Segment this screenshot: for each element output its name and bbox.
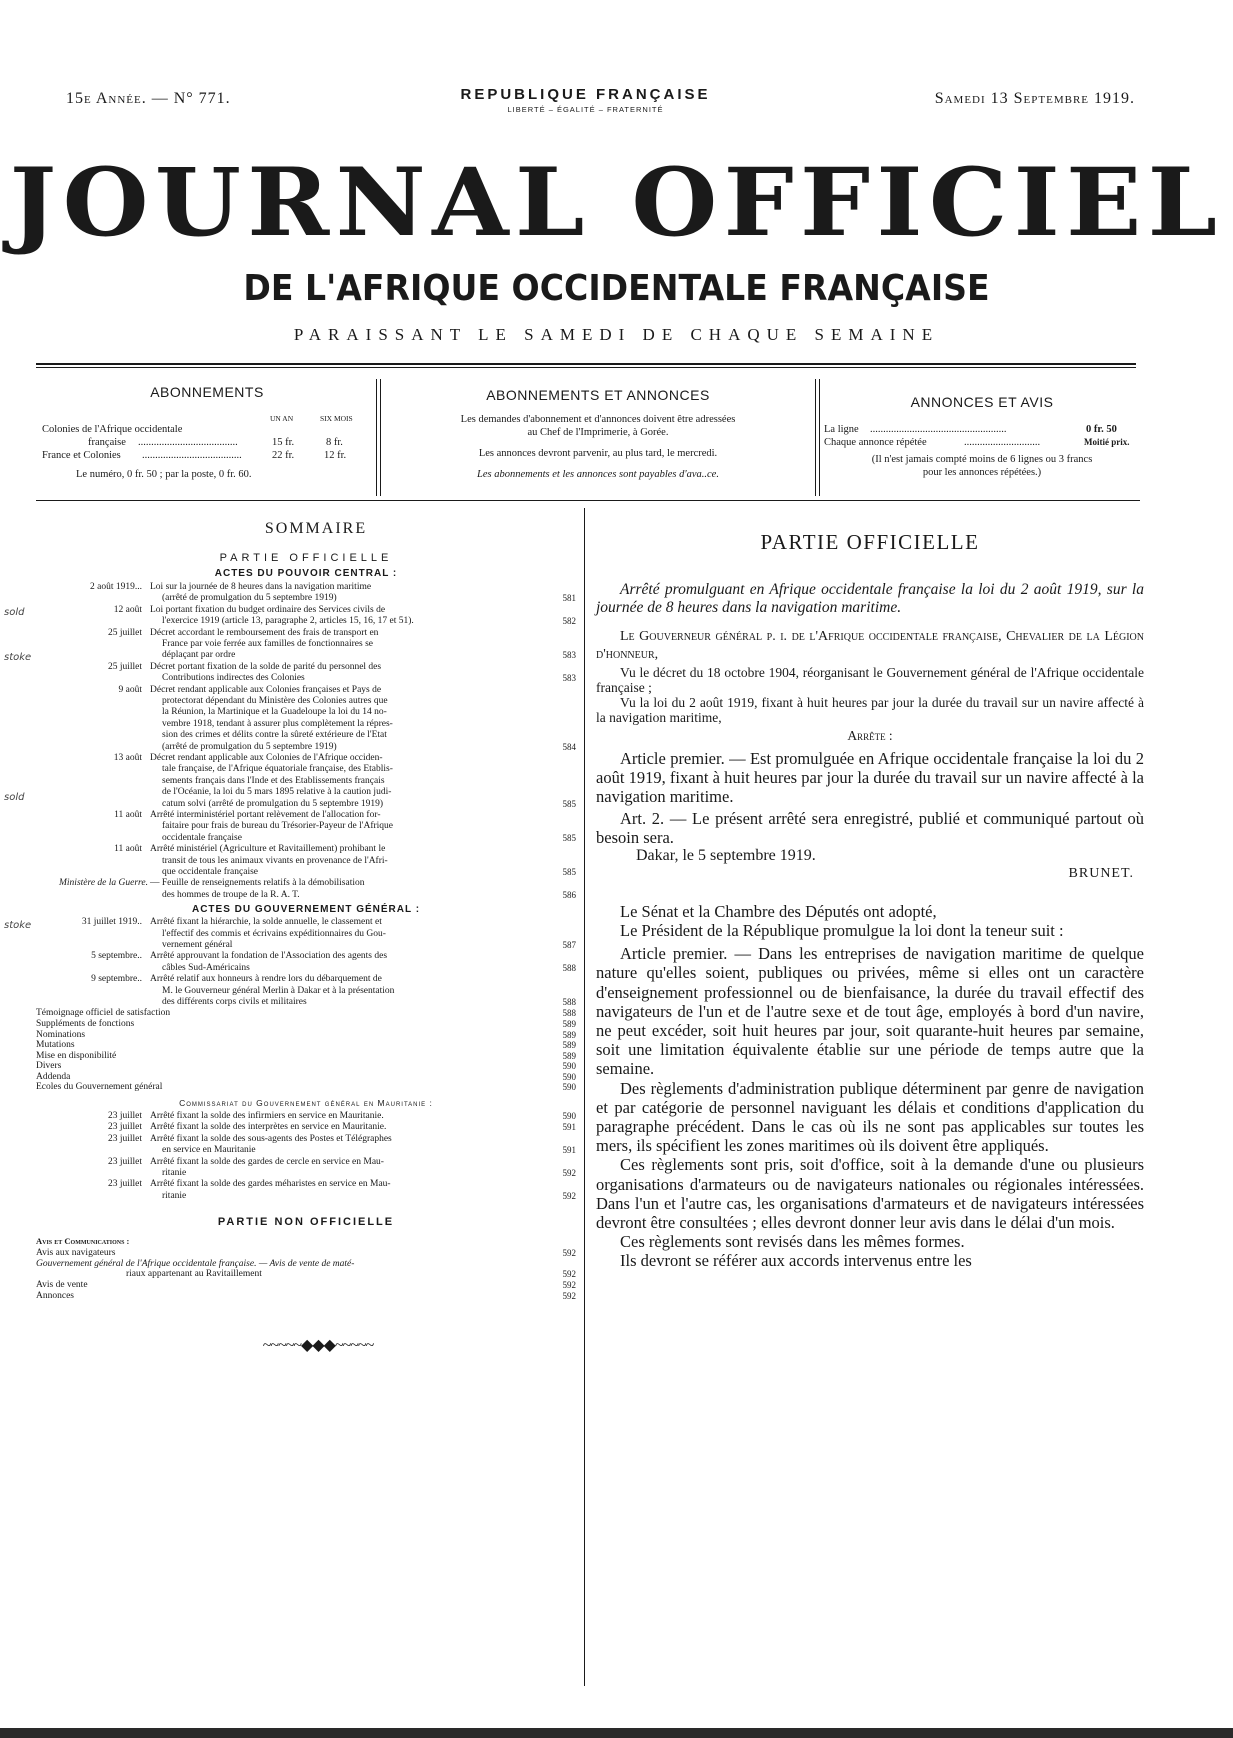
notice-note: pour les annonces répétées.) <box>922 467 1042 478</box>
toc-entry-text: des hommes de troupe de la R. A. T. <box>162 889 300 900</box>
leader-dots: ...................................... <box>142 450 242 461</box>
toc-entry-text: Mutations <box>36 1040 75 1051</box>
leader-dots: ............................. <box>964 437 1041 448</box>
vu-law: Vu la loi du 2 août 1919, fixant à huit heures par jour la durée du travail sur un navire affecté à la navigation maritime, <box>596 695 1144 726</box>
price-six: 8 fr. <box>326 437 343 448</box>
toc-entry-text: câbles Sud-Américains <box>162 962 250 973</box>
leader-dots: .................................................... <box>870 424 1007 435</box>
law-preamble-2: Le Président de la République promulgue la loi dont la teneur suit : <box>620 921 1064 941</box>
toc-entry-date: 12 août <box>113 604 142 615</box>
sub-announce-line: Les demandes d'abonnement et d'annonces doivent être adressées <box>460 414 736 425</box>
law-paragraph: Des règlements d'administration publique déterminent par genre de navigation et par catégorie de personnel naviguant les délais et conditions d'application du paragraphe précédent. Dans le cas où ils ne sont pas applicables sur toutes les mers, ils spécifient les zones maritimes où ils doivent être appliqués. <box>596 1078 1144 1156</box>
toc-entry-text: des différents corps civils et militaires <box>162 996 307 1007</box>
toc-entry-page: 582 <box>562 616 576 627</box>
toc-entry-text: Arrêté fixant la solde des interprètes en service en Mauritanie. <box>150 1122 387 1133</box>
toc-entry-text: Contributions indirectes des Colonies <box>162 673 305 684</box>
toc-entry-text: Arrêté approuvant la fondation de l'Association des agents des <box>150 951 388 962</box>
toc-entry <box>36 628 576 662</box>
toc-entry-page: 590 <box>562 1082 576 1093</box>
toc-entry-page: 583 <box>562 673 576 684</box>
vu-decree: Vu le décret du 18 octobre 1904, réorganisant le Gouvernement général de l'Afrique occidentale française ; <box>596 665 1144 696</box>
toc-entry-text: déplaçant par ordre <box>162 650 236 661</box>
toc-entry-page: 581 <box>562 593 576 604</box>
toc-entry <box>36 844 576 878</box>
toc-entry-page: 590 <box>562 1071 576 1082</box>
place-date: Dakar, le 5 septembre 1919. <box>636 846 816 864</box>
general-heading: ACTES DU GOUVERNEMENT GÉNÉRAL : <box>191 904 421 916</box>
mauritanie-heading: Commissariat du Gouvernement général en Mauritanie : <box>179 1098 433 1109</box>
official-column <box>596 530 1144 1271</box>
toc-entry-text: Arrêté fixant la hiérarchie, la solde annuelle, le classement et <box>150 917 382 928</box>
toc-entry-text: ritanie <box>162 1190 187 1201</box>
law-paragraph: Ces règlements sont pris, soit d'office, soit à la demande d'une ou plusieurs organisations d'armateurs ou de navigateurs nationales ou régionales intéressées. Dans l'un et l'autre cas, les organisations d'armateurs et de navigateurs intéressées devront être consultées ; elles devront donner leur avis dans le délai d'un mois. <box>596 1155 1144 1232</box>
subscription-row-france <box>42 450 372 463</box>
toc-entry-text: Avis aux navigateurs <box>36 1248 116 1259</box>
box-divider <box>376 379 377 496</box>
toc-entry <box>36 753 576 810</box>
toc-entry-text: — Feuille de renseignements relatifs à la démobilisation <box>150 878 365 889</box>
toc-entry-text: protectorat dépendant du Ministère des Colonies autres que <box>162 695 388 706</box>
part-official-heading: PARTIE OFFICIELLE <box>219 552 393 564</box>
mauritanie-list <box>36 1111 576 1202</box>
notice-price-repeat <box>824 437 1140 450</box>
toc-entry <box>36 1157 576 1180</box>
law-paragraph: Ils devront se référer aux accords intervenus entre les <box>620 1251 972 1271</box>
row-label: Chaque annonce répétée <box>824 437 927 448</box>
journal-title: JOURNAL OFFICIEL <box>9 148 1224 258</box>
toc-entry <box>36 605 576 628</box>
avis-list <box>36 1248 576 1301</box>
toc-entry-date: 31 juillet 1919.. <box>81 917 142 928</box>
toc-entry <box>36 1134 576 1157</box>
toc-entry-page: 589 <box>562 1050 576 1061</box>
toc-entry-date: 23 juillet <box>107 1111 142 1122</box>
toc-entry-text: tale française, de l'Afrique équatoriale française, des Etablis- <box>162 764 393 775</box>
sub-announce-box <box>386 380 810 481</box>
toc-entry-text: Décret portant fixation de la solde de parité du personnel des <box>150 661 382 672</box>
toc-entry <box>36 1291 576 1302</box>
central-acts-list <box>36 582 576 901</box>
box-divider <box>815 379 816 496</box>
toc-entry-date: 9 août <box>118 684 142 695</box>
single-issue-price: Le numéro, 0 fr. 50 ; par la poste, 0 fr. 60. <box>76 469 252 480</box>
toc-entry-page: 592 <box>562 1280 576 1291</box>
general-acts-list <box>36 917 576 1008</box>
toc-entry <box>36 662 576 685</box>
row-label: France et Colonies <box>42 450 121 461</box>
toc-entry-text: l'effectif des commis et écrivains expéditionnaires du Gou- <box>162 928 386 939</box>
toc-entry-text: catum solvi (arrêté de promulgation du 5 septembre 1919) <box>162 798 384 809</box>
toc-entry-text: Ecoles du Gouvernement général <box>36 1082 163 1093</box>
toc-entry <box>36 1259 576 1280</box>
toc-entry <box>36 1122 576 1133</box>
part-nonofficial-heading: PARTIE NON OFFICIELLE <box>217 1216 395 1229</box>
toc-entry-text: Annonces <box>36 1290 74 1301</box>
toc-entry-page: 585 <box>562 832 576 843</box>
toc-entry-page: 592 <box>562 1248 576 1259</box>
column-divider <box>584 508 585 1686</box>
central-heading: ACTES DU POUVOIR CENTRAL : <box>214 568 398 579</box>
notices-box <box>824 380 1140 479</box>
sub-announce-heading: ABONNEMENTS ET ANNONCES <box>486 387 710 403</box>
handwritten-note: stoke <box>4 920 32 931</box>
toc-entry-text: Addenda <box>36 1071 71 1082</box>
toc-entry <box>36 582 576 605</box>
toc-entry-page: 590 <box>562 1111 576 1122</box>
toc-entry-date: 5 septembre.. <box>91 951 142 962</box>
toc-entry-text: Arrêté fixant la solde des infirmiers en service en Mauritanie. <box>150 1111 384 1122</box>
toc-entry-date: 13 août <box>113 752 142 763</box>
toc-entry-date: Ministère de la Guerre. <box>59 878 148 889</box>
notice-note: (Il n'est jamais compté moins de 6 lignes ou 3 francs <box>871 454 1093 465</box>
toc-entry-text: la Réunion, la Martinique et la Guadeloupe la loi du 14 no- <box>162 707 387 718</box>
col-year: UN AN <box>270 414 294 423</box>
toc-entry-text: (arrêté de promulgation du 5 septembre 1919) <box>162 741 337 752</box>
toc-entry-text: de l'Océanie, la loi du 5 mars 1895 relative à la caution judi- <box>162 787 392 798</box>
toc-entry-text: riaux appartenant au Ravitaillement <box>126 1269 262 1280</box>
toc-entry-text: transit de tous les animaux vivants en provenance de l'Afri- <box>162 855 388 866</box>
toc-entry-page: 588 <box>562 1008 576 1019</box>
toc-entry <box>36 1072 576 1083</box>
governor-line: Le Gouverneur général p. i. de l'Afrique occidentale française, Chevalier de la Légion d'honneur, <box>596 629 1144 662</box>
sommaire-column <box>36 520 576 1355</box>
price-year: 22 fr. <box>272 450 295 461</box>
toc-entry <box>36 1030 576 1041</box>
republic-label: REPUBLIQUE FRANÇAISE <box>460 86 711 103</box>
subscriptions-box <box>42 380 372 482</box>
toc-entry-text: Arrêté ministériel (Agriculture et Ravitaillement) prohibant le <box>150 844 386 855</box>
law-article-1: Article premier. — Dans les entreprises de navigation maritime de quelque nature qu'elles soient, publiques ou privées, même si elles ont un caractère d'enseignement professionnel ou de bienfaisance, la durée du travail effectif des navigateurs de l'un et de l'autre sexe et de tout âge, employés à bord d'un navire, ne peut excéder, soit huit heures par jour, soit quarante-huit heures par semaine, soit une limitation équivalente établie sur une période de temps autre que la semaine. <box>596 944 1144 1079</box>
toc-entry <box>36 1179 576 1202</box>
toc-entry-text: Divers <box>36 1061 62 1072</box>
law-preamble-1: Le Sénat et la Chambre des Députés ont adopté, <box>620 902 937 922</box>
toc-entry-page: 585 <box>562 798 576 809</box>
col-six: SIX MOIS <box>320 414 353 423</box>
sub-announce-line: Les abonnements et les annonces sont payables d'ava..ce. <box>477 469 719 480</box>
sub-announce-line: au Chef de l'Imprimerie, à Gorée. <box>527 427 669 438</box>
motto: LIBERTÉ – ÉGALITÉ – FRATERNITÉ <box>507 105 664 114</box>
toc-entry <box>36 974 576 1008</box>
price: 0 fr. 50 <box>1086 424 1117 435</box>
notice-price-line <box>824 424 1140 437</box>
handwritten-note: stoke <box>4 652 32 663</box>
toc-entry-page: 587 <box>562 939 576 950</box>
toc-entry-text: sion des crimes et délits contre la sûreté extérieure de l'Etat <box>162 730 387 741</box>
toc-entry <box>36 1082 576 1093</box>
toc-entry-date: 23 juillet <box>107 1133 142 1144</box>
toc-entry-text: faitaire pour frais de bureau du Trésorier-Payeur de l'Afrique <box>162 821 394 832</box>
toc-entry-text: (arrêté de promulgation du 5 septembre 1919) <box>162 593 337 604</box>
toc-entry-text: Arrêté relatif aux honneurs à rendre lors du débarquement de <box>150 974 382 985</box>
price-six: 12 fr. <box>324 450 347 461</box>
toc-entry-page: 589 <box>562 1029 576 1040</box>
toc-entry <box>36 810 576 844</box>
toc-entry-text: en service en Mauritanie <box>162 1145 256 1156</box>
toc-entry <box>36 1280 576 1291</box>
toc-entry <box>36 951 576 974</box>
toc-entry-page: 592 <box>562 1168 576 1179</box>
box-bottom-rule <box>36 500 1140 501</box>
toc-entry <box>36 917 576 951</box>
toc-entry <box>36 1061 576 1072</box>
article-2: Art. 2. — Le présent arrêté sera enregistré, publié et communiqué partout où besoin sera. <box>596 808 1144 847</box>
handwritten-note: sold <box>4 607 25 618</box>
toc-entry-text: Arrêté fixant la solde des gardes de cercle en service en Mau- <box>150 1156 384 1167</box>
subscription-row-colonies-2 <box>42 437 372 450</box>
toc-entry-text: France par voie ferrée aux familles de fonctionnaires se <box>162 638 374 649</box>
toc-entry-text: Arrêté interministériel portant relèvement de l'allocation for- <box>150 809 381 820</box>
toc-entry-text: vembre 1918, tendant à assurer plus complètement la répres- <box>162 718 393 729</box>
toc-entry <box>36 878 576 901</box>
subscription-row-colonies <box>42 424 372 437</box>
toc-entry <box>36 1248 576 1259</box>
toc-entry-date: 11 août <box>114 809 142 820</box>
toc-entry-text: Décret rendant applicable aux Colonies françaises et Pays de <box>150 684 382 695</box>
toc-entry-text: Décret accordant le remboursement des frais de transport en <box>150 627 379 638</box>
toc-entry-date: 11 août <box>114 844 142 855</box>
toc-entry-page: 592 <box>562 1269 576 1280</box>
toc-entry-text: Gouvernement général de l'Afrique occidentale française. — Avis de vente de maté- <box>36 1258 355 1269</box>
masthead-topline <box>36 86 1135 114</box>
toc-entry-text: vernement général <box>162 939 233 950</box>
toc-entry-date: 25 juillet <box>107 627 142 638</box>
avis-heading: Avis et Communications : <box>36 1236 130 1247</box>
row-label: La ligne <box>824 424 859 435</box>
subscriptions-heading: ABONNEMENTS <box>150 384 264 400</box>
toc-entry-page: 591 <box>562 1122 576 1133</box>
article-1: Article premier. — Est promulguée en Afrique occidentale française la loi du 2 août 1919, fixant à huit heures par jour la durée du travail sur un navire affecté à la navigation maritime. <box>596 748 1144 806</box>
toc-entry-date: 25 juillet <box>107 661 142 672</box>
toc-entry-date: 2 août 1919... <box>90 582 142 592</box>
box-divider <box>380 379 381 496</box>
toc-entry-page: 589 <box>562 1040 576 1051</box>
toc-entry <box>36 1051 576 1062</box>
toc-entry-text: Témoignage officiel de satisfaction <box>36 1008 171 1019</box>
signature: BRUNET. <box>1068 865 1134 881</box>
issue-number: 15e Année. — N° 771. <box>66 90 231 107</box>
toc-entry-page: 589 <box>562 1018 576 1029</box>
toc-entry <box>36 1040 576 1051</box>
subscriptions-col-headers <box>42 414 372 424</box>
toc-entry-text: Mise en disponibilité <box>36 1050 117 1061</box>
toc-entry-text: ritanie <box>162 1168 187 1179</box>
toc-entry-page: 592 <box>562 1290 576 1301</box>
toc-entry-page: 586 <box>562 889 576 900</box>
toc-entry-text: Décret rendant applicable aux Colonies de l'Afrique occiden- <box>150 752 383 763</box>
misc-list <box>36 1008 576 1093</box>
journal-subtitle: DE L'AFRIQUE OCCIDENTALE FRANÇAISE <box>243 268 990 309</box>
toc-entry-page: 588 <box>562 996 576 1007</box>
toc-entry-page: 590 <box>562 1061 576 1072</box>
notices-heading: ANNONCES ET AVIS <box>910 394 1054 410</box>
toc-entry-text: Nominations <box>36 1029 86 1040</box>
toc-entry-date: 23 juillet <box>107 1179 142 1190</box>
scan-edge <box>0 1728 1233 1738</box>
row-label: française <box>88 437 126 448</box>
toc-entry <box>36 685 576 753</box>
top-rule-thin <box>36 367 1136 368</box>
toc-entry <box>36 1111 576 1122</box>
sub-announce-line: Les annonces devront parvenir, au plus tard, le mercredi. <box>478 448 718 459</box>
toc-entry-text: M. le Gouverneur général Merlin à Dakar et à la présentation <box>162 985 395 996</box>
toc-entry-page: 584 <box>562 741 576 752</box>
arrete-word: Arrête : <box>847 728 893 744</box>
box-divider <box>819 379 820 496</box>
official-heading: PARTIE OFFICIELLE <box>760 530 980 554</box>
toc-entry-page: 583 <box>562 650 576 661</box>
publication-frequency: PARAISSANT LE SAMEDI DE CHAQUE SEMAINE <box>293 325 940 344</box>
end-ornament: ~~~~~◆◆◆~~~~~ <box>262 1337 374 1355</box>
toc-entry-text: Loi sur la journée de 8 heures dans la navigation maritime <box>150 582 372 592</box>
handwritten-note: sold <box>4 792 25 803</box>
leader-dots: ...................................... <box>138 437 238 448</box>
toc-entry-text: l'exercice 1919 (article 13, paragraphe 2, articles 15, 16, 17 et 51). <box>162 616 414 627</box>
toc-entry-page: 588 <box>562 962 576 973</box>
law-paragraph: Ces règlements sont revisés dans les mêmes formes. <box>620 1232 965 1252</box>
toc-entry-text: sements français dans l'Inde et des Etablissements français <box>162 775 385 786</box>
top-rule <box>36 363 1136 365</box>
issue-date: Samedi 13 Septembre 1919. <box>934 90 1135 107</box>
toc-entry-text: Suppléments de fonctions <box>36 1018 135 1029</box>
toc-entry-text: que occidentale française <box>162 866 258 877</box>
toc-entry-page: 585 <box>562 866 576 877</box>
toc-entry-text: occidentale française <box>162 832 242 843</box>
price-year: 15 fr. <box>272 437 295 448</box>
toc-entry-page: 592 <box>562 1190 576 1201</box>
toc-entry-page: 591 <box>562 1145 576 1156</box>
toc-entry-text: Avis de vente <box>36 1280 88 1291</box>
toc-entry-date: 23 juillet <box>107 1122 142 1133</box>
row-label: Colonies de l'Afrique occidentale <box>42 424 183 435</box>
toc-entry <box>36 1008 576 1019</box>
price: Moitié prix. <box>1084 437 1130 447</box>
toc-entry-text: Arrêté fixant la solde des sous-agents des Postes et Télégraphes <box>150 1133 392 1144</box>
toc-entry <box>36 1019 576 1030</box>
toc-entry-text: Arrêté fixant la solde des gardes méharistes en service en Mau- <box>150 1179 391 1190</box>
toc-entry-text: Loi portant fixation du budget ordinaire des Services civils de <box>150 604 386 615</box>
toc-entry-date: 23 juillet <box>107 1156 142 1167</box>
arrete-title: Arrêté promulguant en Afrique occidentale française la loi du 2 août 1919, sur la journée de 8 heures dans la navigation maritime. <box>596 581 1144 616</box>
toc-entry-date: 9 septembre.. <box>91 974 142 985</box>
sommaire-heading: SOMMAIRE <box>264 520 368 537</box>
